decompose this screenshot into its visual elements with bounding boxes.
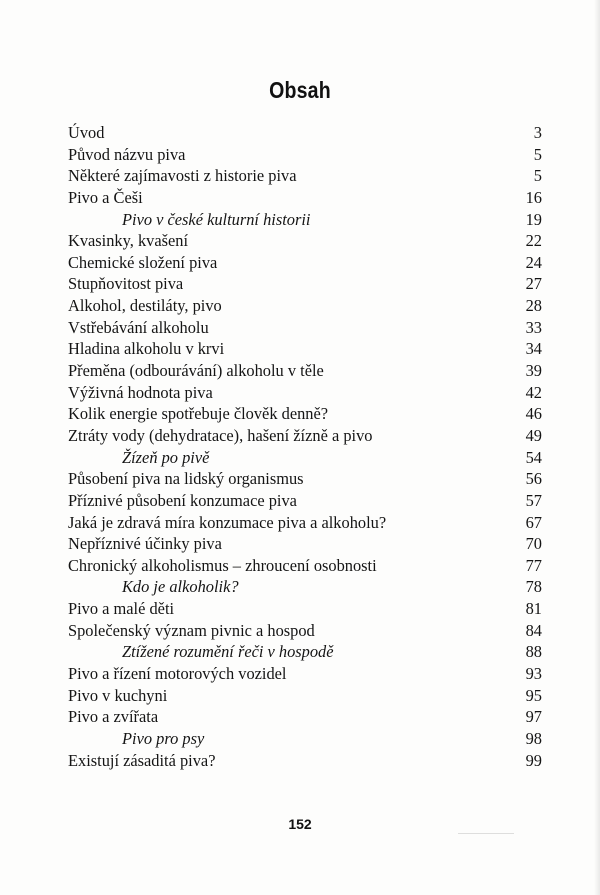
toc-entry-page: 42 bbox=[525, 382, 542, 402]
toc-entry bbox=[68, 620, 542, 642]
toc-entry-page: 16 bbox=[525, 187, 542, 207]
toc-subentry bbox=[68, 209, 542, 231]
toc-entry-page: 5 bbox=[533, 144, 542, 164]
toc-entry bbox=[68, 706, 542, 728]
toc-entry bbox=[68, 490, 542, 512]
toc-entry-page: 49 bbox=[525, 425, 542, 445]
toc-entry-page: 56 bbox=[525, 469, 542, 489]
toc-entry-title: Úvod bbox=[68, 123, 105, 142]
toc-entry-title: Chronický alkoholismus – zhroucení osobnosti bbox=[68, 555, 377, 575]
toc-entry-title: Některé zajímavosti z historie piva bbox=[68, 166, 297, 186]
toc-entry-title: Pivo v české kulturní historii bbox=[122, 209, 311, 229]
toc-entry-page: 84 bbox=[525, 620, 542, 640]
toc-entry-title: Existují zásaditá piva? bbox=[68, 750, 216, 770]
toc-subentry bbox=[68, 447, 542, 469]
toc-entry-title: Kdo je alkoholik? bbox=[122, 577, 239, 597]
toc-entry-title: Ztráty vody (dehydratace), hašení žízně a pivo bbox=[68, 425, 373, 445]
toc-entry bbox=[68, 165, 542, 187]
toc-entry-title: Pivo v kuchyni bbox=[68, 685, 168, 705]
toc-entry bbox=[68, 403, 542, 425]
toc-entry bbox=[68, 273, 542, 295]
page-number: 152 bbox=[288, 816, 312, 832]
toc-entry bbox=[68, 750, 542, 772]
toc-entry-page: 27 bbox=[525, 274, 542, 294]
toc-entry-page: 70 bbox=[525, 534, 542, 554]
toc-entry-title: Kolik energie spotřebuje člověk denně? bbox=[68, 404, 329, 424]
toc-entry-page: 33 bbox=[525, 317, 542, 337]
toc-entry bbox=[68, 685, 542, 707]
toc-entry-title: Společenský význam pivnic a hospod bbox=[68, 620, 315, 640]
toc-subentry bbox=[68, 728, 542, 750]
toc-entry-page: 5 bbox=[533, 166, 542, 186]
toc-entry-title: Výživná hodnota piva bbox=[68, 382, 213, 402]
toc-entry bbox=[68, 663, 542, 685]
toc-entry bbox=[68, 122, 542, 144]
page-title: Obsah bbox=[269, 77, 331, 103]
toc-entry-page: 46 bbox=[525, 404, 542, 424]
toc-entry-page: 67 bbox=[525, 512, 542, 532]
toc-entry bbox=[68, 468, 542, 490]
toc-entry-title: Hladina alkoholu v krvi bbox=[68, 339, 225, 359]
toc-entry-title: Ztížené rozumění řeči v hospodě bbox=[122, 642, 334, 662]
toc-entry bbox=[68, 230, 542, 252]
toc-entry-page: 34 bbox=[525, 339, 542, 359]
toc-entry-title: Přeměna (odbourávání) alkoholu v těle bbox=[68, 361, 324, 381]
toc-entry-title: Příznivé působení konzumace piva bbox=[68, 490, 297, 510]
toc-entry bbox=[68, 598, 542, 620]
toc-entry-page: 24 bbox=[525, 252, 542, 272]
toc-entry-page: 78 bbox=[525, 577, 542, 597]
toc-entry bbox=[68, 360, 542, 382]
toc-entry-page: 19 bbox=[525, 209, 542, 229]
toc-entry bbox=[68, 317, 542, 339]
table-of-contents bbox=[68, 122, 542, 771]
toc-entry-title: Nepříznivé účinky piva bbox=[68, 534, 222, 554]
toc-entry-page: 81 bbox=[525, 599, 542, 619]
toc-entry-title: Vstřebávání alkoholu bbox=[68, 317, 209, 337]
toc-subentry bbox=[68, 641, 542, 663]
toc-entry bbox=[68, 144, 542, 166]
toc-entry bbox=[68, 512, 542, 534]
toc-entry-title: Žízeň po pivě bbox=[122, 447, 210, 467]
toc-entry-page: 57 bbox=[525, 490, 542, 510]
toc-entry bbox=[68, 382, 542, 404]
toc-entry-page: 22 bbox=[525, 231, 542, 251]
scan-smudge bbox=[458, 833, 514, 834]
toc-entry-page: 39 bbox=[525, 361, 542, 381]
page-edge-shadow bbox=[594, 0, 600, 895]
toc-entry-title: Pivo a malé děti bbox=[68, 599, 175, 619]
toc-entry bbox=[68, 187, 542, 209]
toc-entry-page: 98 bbox=[525, 728, 542, 748]
toc-entry-page: 28 bbox=[525, 296, 542, 316]
toc-entry-page: 54 bbox=[525, 447, 542, 467]
toc-entry-page: 88 bbox=[525, 642, 542, 662]
toc-entry-title: Pivo pro psy bbox=[122, 728, 205, 748]
toc-entry-page: 93 bbox=[525, 664, 542, 684]
toc-entry bbox=[68, 425, 542, 447]
toc-entry-title: Alkohol, destiláty, pivo bbox=[68, 296, 222, 316]
toc-entry bbox=[68, 295, 542, 317]
toc-subentry bbox=[68, 576, 542, 598]
toc-entry-page: 97 bbox=[525, 707, 542, 727]
toc-entry-page: 99 bbox=[525, 750, 542, 770]
toc-entry-title: Pivo a zvířata bbox=[68, 707, 159, 727]
toc-entry-title: Stupňovitost piva bbox=[68, 274, 184, 294]
toc-entry-title: Chemické složení piva bbox=[68, 252, 218, 272]
toc-entry-page: 3 bbox=[533, 123, 542, 142]
toc-entry-title: Působení piva na lidský organismus bbox=[68, 469, 304, 489]
toc-entry-title: Kvasinky, kvašení bbox=[68, 231, 189, 251]
toc-entry-title: Původ názvu piva bbox=[68, 144, 186, 164]
toc-entry-title: Pivo a Češi bbox=[68, 187, 143, 207]
toc-entry bbox=[68, 555, 542, 577]
toc-entry-title: Pivo a řízení motorových vozidel bbox=[68, 664, 287, 684]
toc-entry-title: Jaká je zdravá míra konzumace piva a alkoholu? bbox=[68, 512, 387, 532]
toc-entry bbox=[68, 252, 542, 274]
toc-entry bbox=[68, 533, 542, 555]
toc-entry bbox=[68, 338, 542, 360]
toc-entry-page: 95 bbox=[525, 685, 542, 705]
toc-entry-page: 77 bbox=[525, 555, 542, 575]
